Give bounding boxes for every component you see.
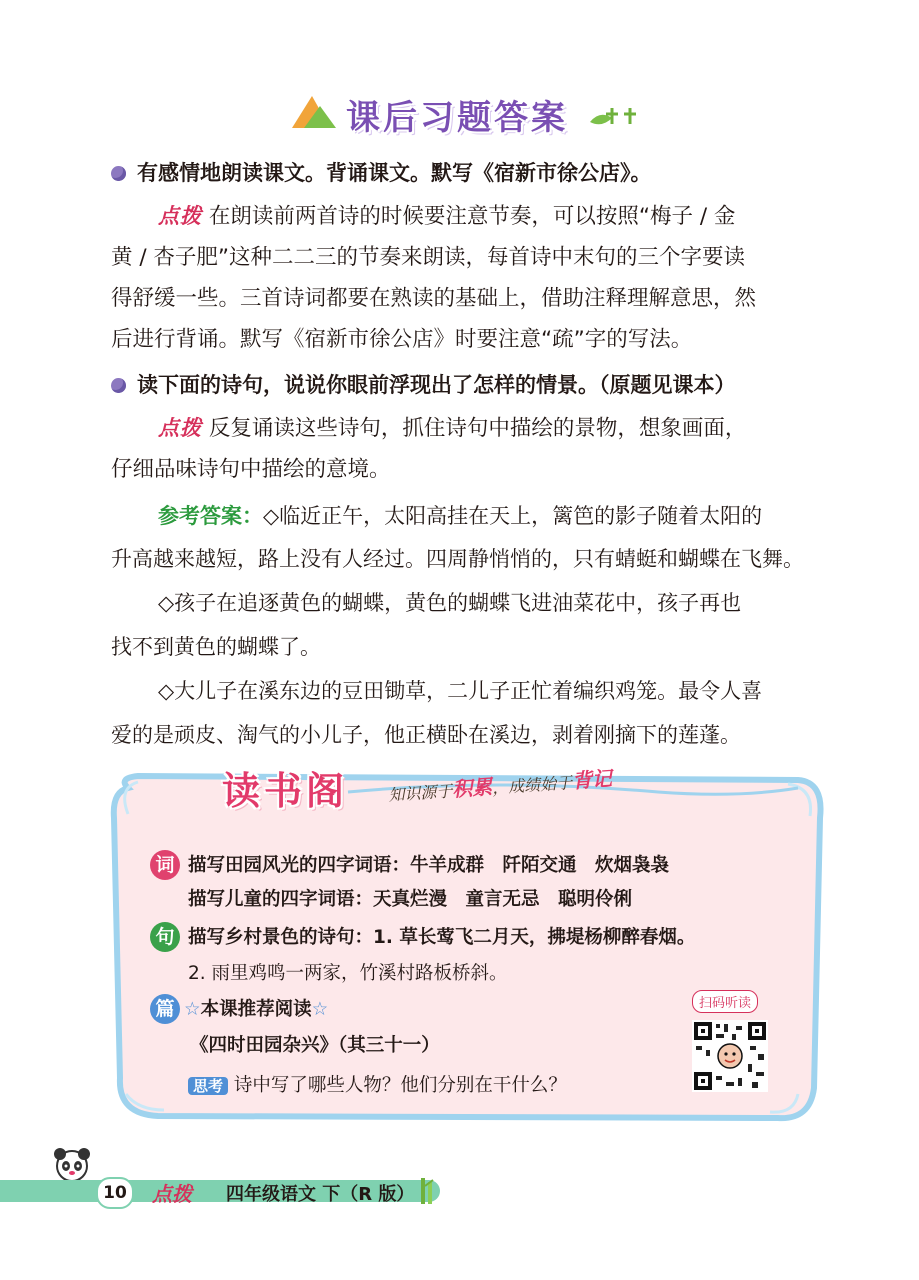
pian-book: 《四时田园杂兴》（其三十一） [190, 1035, 440, 1056]
q1-line-3: 得舒缓一些。三首诗词都要在熟读的基础上，借助注释理解意思，然 [111, 286, 757, 311]
star-icon: ☆ [184, 999, 201, 1020]
pian-title: ☆本课推荐阅读☆ [184, 999, 329, 1020]
question-bullet-icon [111, 378, 126, 393]
star-icon: ☆ [311, 999, 329, 1020]
answer-line-2: 升高越来越短，路上没有人经过。四周静悄悄的，只有蜻蜓和蝴蝶在飞舞。 [111, 547, 804, 571]
ci-badge-icon: 词 [150, 850, 180, 880]
pian-badge-icon: 篇 [150, 994, 180, 1024]
ci-line-2: 描写儿童的四字词语：天真烂漫 童言无忌 聪明伶俐 [188, 889, 633, 910]
answer-line-3: ◇孩子在追逐黄色的蝴蝶，黄色的蝴蝶飞进油菜花中，孩子再也 [158, 591, 742, 615]
bamboo-icon [416, 1176, 438, 1206]
scan-to-listen-label: 扫码听读 [692, 990, 758, 1013]
reading-corner-title: 读书阁 [222, 769, 349, 813]
ju-badge-icon: 句 [150, 922, 180, 952]
answer-line-4: 找不到黄色的蝴蝶了。 [111, 635, 321, 659]
dianbo-tag: 点拨 [158, 204, 202, 228]
question-2: 读下面的诗句，说说你眼前浮现出了怎样的情景。（原题见课本） [137, 373, 736, 397]
answer-line-6: 爱的是顽皮、淘气的小儿子，他正横卧在溪边，剥着刚摘下的莲蓬。 [111, 723, 741, 747]
think-line: 思考 诗中写了哪些人物？他们分别在干什么？ [188, 1068, 567, 1104]
footer-brand: 点拨 [152, 1182, 192, 1206]
page-title: 课后习题答案 [346, 98, 568, 138]
ju-line-1: 描写乡村景色的诗句：1. 草长莺飞二月天，拂堤杨柳醉春烟。 [188, 927, 696, 948]
ci-line-1: 描写田园风光的四字词语：牛羊成群 阡陌交通 炊烟袅袅 [188, 855, 670, 876]
question-bullet-icon [111, 166, 126, 181]
ju-line-2: 2. 雨里鸡鸣一两家，竹溪村路板桥斜。 [188, 963, 508, 984]
answer-line-5: ◇大儿子在溪东边的豆田锄草，二儿子正忙着编织鸡笼。最令人喜 [158, 679, 763, 703]
q1-line-4: 后进行背诵。默写《宿新市徐公店》时要注意“疏”字的写法。 [111, 327, 693, 352]
q1-line-1: 点拨 在朗读前两首诗的时候要注意节奏，可以按照“梅子 / 金 [158, 204, 736, 229]
question-1: 有感情地朗读课文。背诵课文。默写《宿新市徐公店》。 [137, 161, 652, 185]
answer-line-1: 参考答案：◇临近正午，太阳高挂在天上，篱笆的影子随着太阳的 [158, 503, 763, 528]
answer-label: 参考答案： [158, 503, 263, 528]
footer-book-title: 四年级语文 下（R 版） [226, 1184, 415, 1205]
q2-tip-line-1: 点拨 反复诵读这些诗句，抓住诗句中描绘的景物，想象画面， [158, 416, 747, 441]
q1-line-2: 黄 / 杏子肥”这种二二三的节奏来朗读，每首诗中末句的三个字要读 [111, 245, 746, 270]
think-label: 思考 [188, 1077, 228, 1095]
dianbo-tag: 点拨 [158, 416, 202, 440]
qr-code[interactable] [692, 1020, 768, 1092]
q2-tip-line-2: 仔细品味诗句中描绘的意境。 [111, 457, 391, 482]
section-title-banner [290, 86, 650, 146]
reading-slogan: 知识源于积累，成绩始于背记 [387, 766, 613, 805]
page-number: 10 [96, 1177, 134, 1209]
